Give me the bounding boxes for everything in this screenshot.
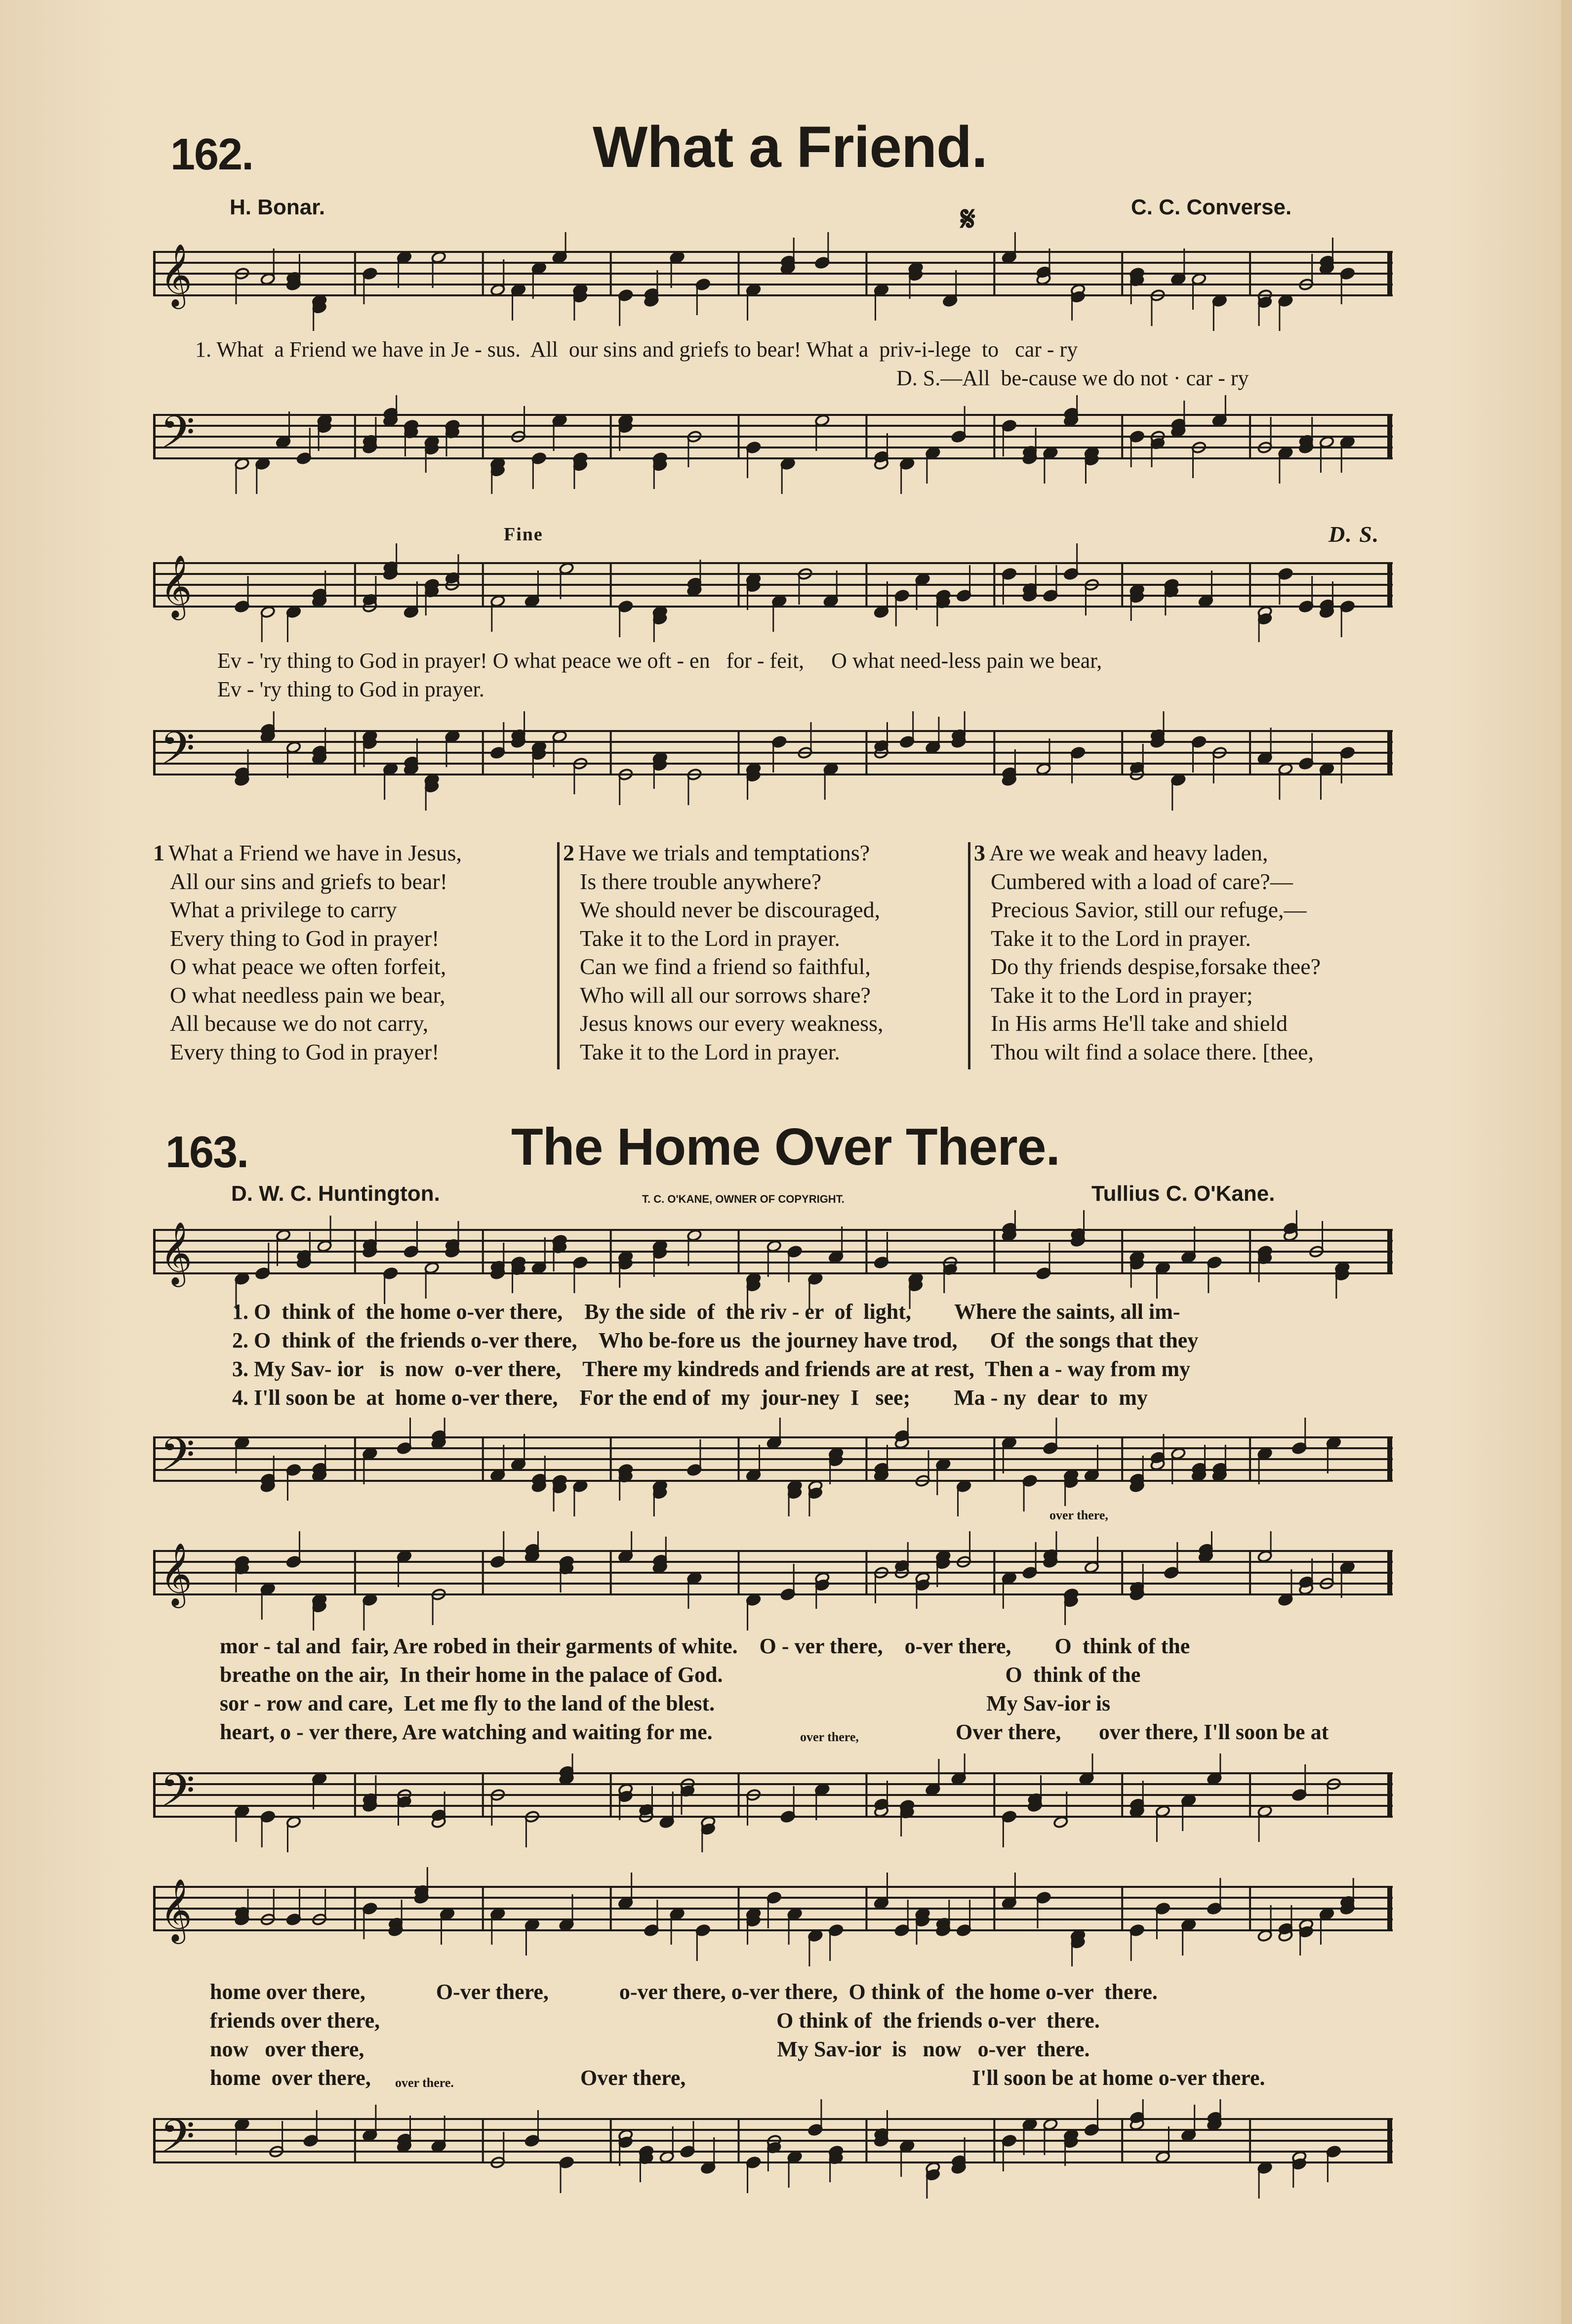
verse-line: Have we trials and temptations? — [578, 840, 870, 865]
verse-line: All our sins and griefs to bear! — [170, 868, 448, 894]
hymn-162-verse-1 — [153, 839, 462, 1066]
clef-icon: 𝄞 — [160, 1542, 193, 1605]
clef-icon: 𝄢 — [160, 1764, 195, 1828]
hymn-163-system3-tail-2: Over there, — [580, 2066, 686, 2090]
fine-mark: Fine — [504, 524, 543, 545]
verse-line: Is there trouble anywhere? — [580, 868, 822, 894]
hymn-163-system3-lyric-2: friends over there, O think of the friends o-ver there. — [210, 2008, 1100, 2033]
hymn-162-system1-treble-staff — [153, 232, 1393, 331]
hymn-163-system3-lyric-1: home over there, O-ver there, o-ver there, o-ver there, O think of the home o-ver there. — [210, 1980, 1158, 2004]
verse-line: Take it to the Lord in prayer; — [991, 982, 1253, 1008]
hymn-162-system1-bass-staff — [153, 395, 1393, 494]
hymn-162-verse-3 — [974, 839, 1321, 1066]
clef-icon: 𝄢 — [160, 722, 195, 785]
hymn-163-system1-lyric-1: 1. O think of the home o-ver there, By the side of the riv - er of light, Where the saints, all im- — [232, 1300, 1180, 1324]
verse-line: Thou wilt find a solace there. [thee, — [991, 1039, 1314, 1064]
hymn-163-system1-lyric-4: 4. I'll soon be at home o-ver there, For the end of my jour-ney I see; Ma - ny dear to my — [232, 1386, 1148, 1410]
hymn-163-copyright: T. C. O'KANE, OWNER OF COPYRIGHT. — [642, 1193, 845, 1205]
hymn-163-system2-lyric-1: mor - tal and fair, Are robed in their garments of white. O - ver there, o-ver there, O think of the — [220, 1634, 1190, 1658]
hymn-163-system2-tail-2: Over there, — [956, 1720, 1061, 1744]
hymn-163-system2-lyric-3: sor - row and care, Let me fly to the land of the blest. My Sav-ior is — [220, 1691, 1111, 1715]
verse-line: What a Friend we have in Jesus, — [168, 840, 462, 865]
hymn-162-verse-2 — [563, 839, 884, 1066]
verse-line: All because we do not carry, — [170, 1011, 429, 1036]
ds-mark: D. S. — [1329, 522, 1380, 547]
verse-line: Can we find a friend so faithful, — [580, 954, 871, 979]
hymn-163-words-credit: D. W. C. Huntington. — [231, 1182, 440, 1206]
clef-icon: 𝄞 — [160, 554, 193, 617]
clef-icon: 𝄞 — [160, 1221, 193, 1284]
verse-line: Do thy friends despise,forsake thee? — [991, 954, 1321, 979]
verse-line: Every thing to God in prayer! — [170, 1039, 440, 1064]
clef-icon: 𝄢 — [160, 2110, 195, 2173]
verse-line: Precious Savior, still our refuge,— — [991, 897, 1307, 922]
verse-line: Cumbered with a load of care?— — [991, 868, 1293, 894]
verse-number: 1 — [153, 840, 164, 865]
verse-number: 2 — [563, 840, 574, 865]
hymn-163-system2-tail-1: over there, — [800, 1730, 859, 1744]
hymn-163-system3-bass-staff — [153, 2099, 1393, 2213]
hymn-162-music-credit: C. C. Converse. — [1131, 195, 1292, 219]
hymn-163-system2-lyric-2: breathe on the air, In their home in the palace of God. O think of the — [220, 1663, 1141, 1687]
hymn-163-system3-lyric-4: home over there, — [210, 2066, 371, 2090]
column-divider — [557, 842, 560, 1069]
verse-line: We should never be discouraged, — [580, 897, 881, 922]
verse-line: Who will all our sorrows share? — [580, 982, 871, 1008]
verse-line: Every thing to God in prayer! — [170, 925, 440, 951]
hymn-163-system3-tail-1: over there. — [395, 2076, 454, 2090]
hymn-163-system3-treble-staff — [153, 1867, 1393, 1976]
hymn-162-system2-lyric-2: Ev - 'ry thing to God in prayer. — [217, 677, 484, 701]
hymn-162-number: 162. — [170, 130, 253, 179]
clef-icon: 𝄞 — [160, 1878, 193, 1941]
hymn-163-system1-bass-staff — [153, 1418, 1393, 1516]
clef-icon: 𝄞 — [160, 243, 193, 306]
hymn-162-system2-treble-staff — [153, 543, 1393, 642]
verse-line: Are we weak and heavy laden, — [989, 840, 1268, 865]
clef-icon: 𝄢 — [160, 406, 195, 469]
verse-line: In His arms He'll take and shield — [991, 1011, 1288, 1036]
hymn-163-system1-treble-staff — [153, 1210, 1393, 1309]
hymn-163-system1-lyric-2: 2. O think of the friends o-ver there, Who be-fore us the journey have trod, Of the songs that they — [232, 1328, 1199, 1352]
hymn-163-number: 163. — [165, 1128, 248, 1177]
segno-sign: 𝄋 — [961, 201, 976, 239]
verse-line: What a privilege to carry — [170, 897, 397, 922]
hymn-163-system3-tail-3: I'll soon be at home o-ver there. — [972, 2066, 1265, 2090]
hymn-163-system2-treble-staff — [153, 1531, 1393, 1640]
verse-line: Take it to the Lord in prayer. — [580, 925, 840, 951]
verse-line: O what needless pain we bear, — [170, 982, 445, 1008]
hymn-163-system1-lyric-3: 3. My Sav- ior is now o-ver there, There my kindreds and friends are at rest, Then a - way from my — [232, 1357, 1191, 1381]
clef-icon: 𝄢 — [160, 1428, 195, 1492]
hymn-163-system2-lyric-4: heart, o - ver there, Are watching and waiting for me. — [220, 1720, 713, 1744]
hymn-162-title: What a Friend. — [593, 115, 987, 180]
hymn-163-system1-under-text: over there, — [1049, 1508, 1108, 1522]
verse-line: O what peace we often forfeit, — [170, 954, 446, 979]
hymn-162-system1-lyric-1: 1. What a Friend we have in Je - sus. All our sins and griefs to bear! What a priv-i-lege to car - ry — [195, 337, 1078, 362]
verse-number: 3 — [974, 840, 985, 865]
verse-line: Take it to the Lord in prayer. — [991, 925, 1251, 951]
verse-line: Jesus knows our every weakness, — [580, 1011, 884, 1036]
hymn-162-system2-lyric-1: Ev - 'ry thing to God in prayer! O what peace we oft - en for - feit, O what need-less pain we bear, — [217, 649, 1102, 673]
hymn-163-system2-bass-staff — [153, 1753, 1393, 1852]
hymn-163-title: The Home Over There. — [511, 1118, 1060, 1176]
hymn-162-system2-bass-staff — [153, 711, 1393, 820]
hymn-163-system2-tail-3: over there, I'll soon be at — [1099, 1720, 1329, 1744]
column-divider — [968, 842, 970, 1069]
hymn-163-music-credit: Tullius C. O'Kane. — [1091, 1182, 1275, 1206]
hymn-162-words-credit: H. Bonar. — [230, 195, 325, 219]
hymn-162-system1-lyric-ds: D. S.—All be-cause we do not · car - ry — [896, 366, 1249, 390]
hymn-163-system3-lyric-3: now over there, My Sav-ior is now o-ver there. — [210, 2037, 1090, 2061]
verse-line: Take it to the Lord in prayer. — [580, 1039, 840, 1064]
page-edge — [1561, 0, 1572, 2324]
